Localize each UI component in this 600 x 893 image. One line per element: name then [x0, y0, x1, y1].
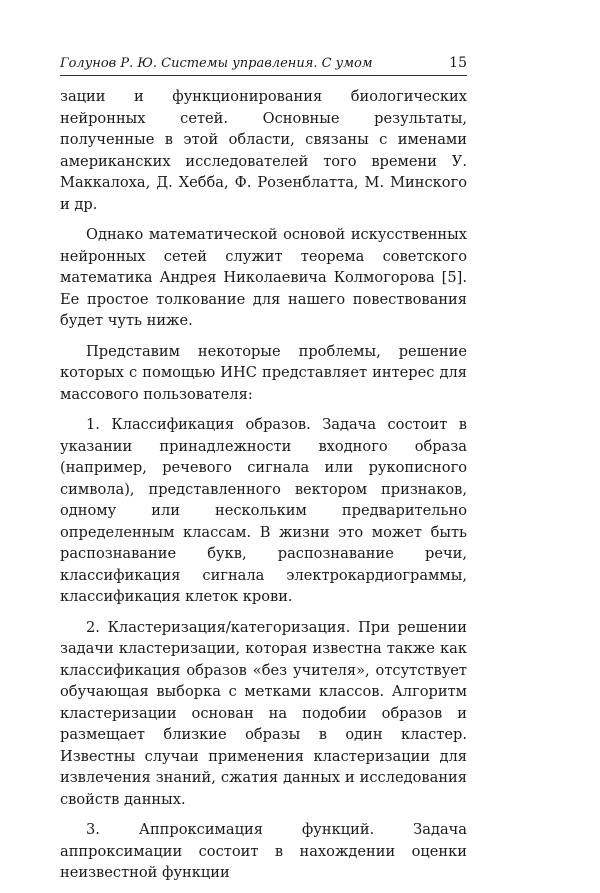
paragraph-kolmogorov: Однако математической основой искусственных нейронных сетей служит теорема советского математика Андрея Николаевича Колмогорова [5]. Ее простое толкование для нашего повествования будет чуть ниже. — [60, 226, 467, 329]
list-item-approximation: 3. Аппроксимация функций. Задача аппроксимации состоит в нахождении оценки неизвестной функции — [60, 821, 467, 881]
running-header — [60, 50, 467, 76]
running-title: Голунов Р. Ю. Системы управления. С умом — [60, 56, 373, 71]
list-item-clustering: 2. Кластеризация/категоризация. При решении задачи кластеризации, которая известна также как классификация образов «без учителя», отсутствует обучающая выборка с метками классов. Алгоритм кластеризации основан на подобии образов и размещает близкие образы в один кластер. Известны случаи применения кластеризации для извлечения знаний, сжатия данных и исследования свойств данных. — [60, 618, 467, 808]
list-item-classification: 1. Классификация образов. Задача состоит в указании принадлежности входного образа (например, речевого сигнала или рукописного символа), представленного вектором признаков, одному или нескольким предварительно определенным классам. В жизни это может быть распознавание букв, распознавание речи, классификация сигнала электрокардиограммы, классификация клеток крови. — [60, 416, 467, 605]
page-body — [60, 86, 467, 893]
page-number: 15 — [449, 55, 467, 71]
paragraph-problems-intro: Представим некоторые проблемы, решение которых с помощью ИНС представляет интерес для массового пользователя: — [60, 342, 467, 403]
paragraph-continued: зации и функционирования биологических нейронных сетей. Основные результаты, полученные в этой области, связаны с именами американских исследователей того времени У. Маккалоха, Д. Хебба, Ф. Розенблатта, М. Минского и др. — [60, 88, 467, 213]
